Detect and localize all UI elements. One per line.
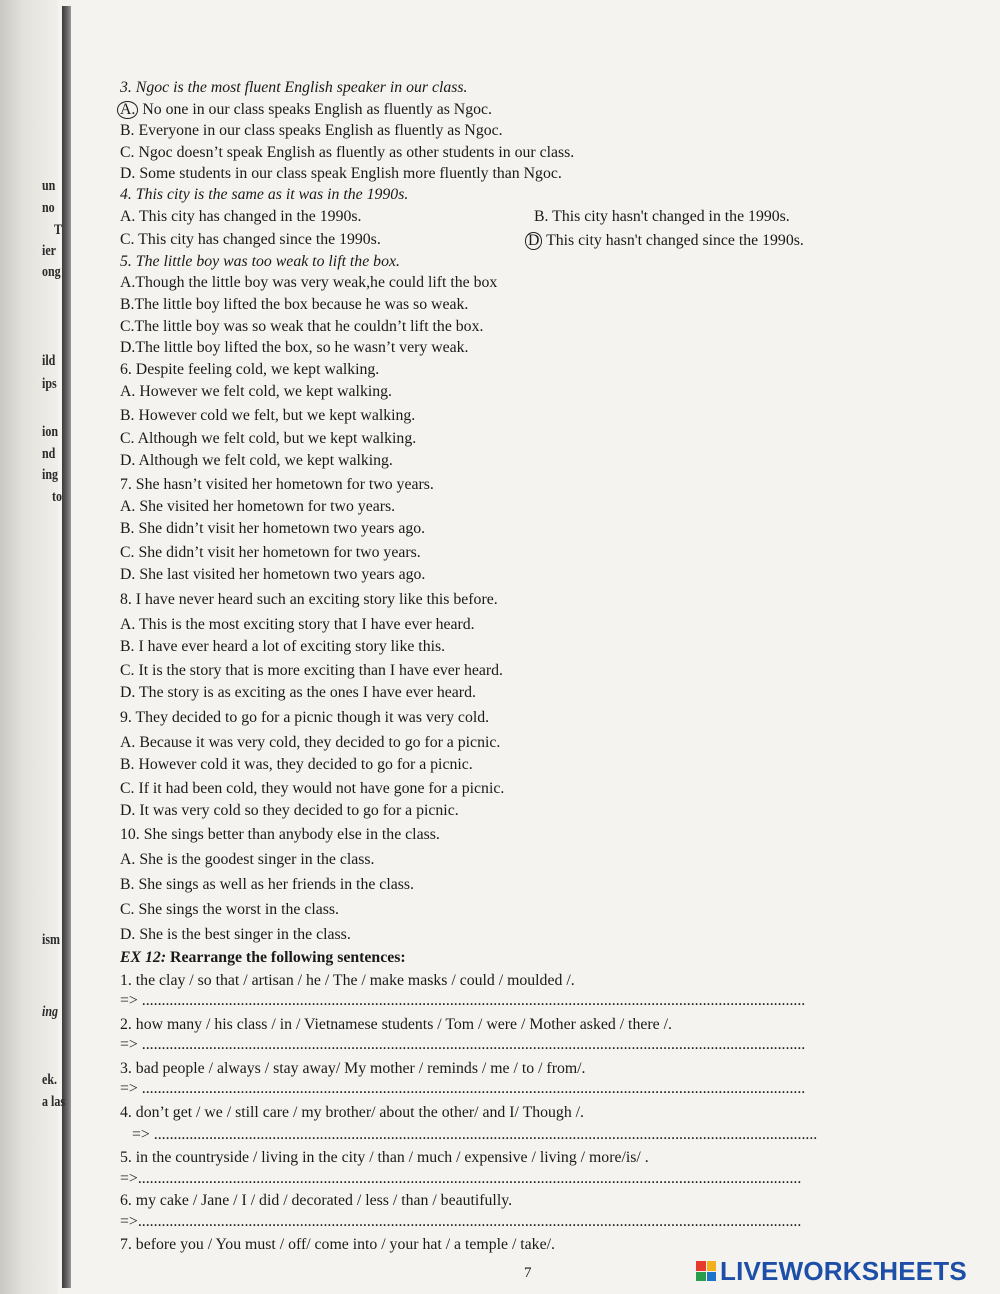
answer-line[interactable]: => ........................................................................................................................................................................ xyxy=(120,1081,806,1097)
answer-option[interactable]: C. It is the story that is more exciting than I have ever heard. xyxy=(120,662,503,679)
answer-option[interactable]: B. She sings as well as her friends in the class. xyxy=(120,876,414,893)
answer-line[interactable]: =>........................................................................................................................................................................ xyxy=(120,1171,802,1187)
answer-option[interactable]: C. Although we felt cold, but we kept walking. xyxy=(120,430,417,447)
margin-fragment: ek. xyxy=(42,1072,57,1088)
margin-fragment: ing xyxy=(42,467,59,483)
margin-fragment: nd xyxy=(42,446,56,462)
question-stem: 4. This city is the same as it was in the 1990s. xyxy=(120,186,409,203)
rearrange-prompt: 2. how many / his class / in / Vietnamese students / Tom / were / Mother asked / there /. xyxy=(120,1016,672,1033)
answer-option[interactable]: D. Although we felt cold, we kept walking. xyxy=(120,452,393,469)
answer-option[interactable]: C. Ngoc doesn’t speak English as fluently as other students in our class. xyxy=(120,144,575,161)
selected-answer-circle: A. xyxy=(117,101,138,119)
rearrange-prompt: 1. the clay / so that / artisan / he / The / make masks / could / moulded /. xyxy=(120,972,575,989)
rearrange-prompt: 6. my cake / Jane / I / did / decorated / less / than / beautifully. xyxy=(120,1192,513,1209)
margin-fragment: ism xyxy=(42,932,60,948)
answer-line[interactable]: => ........................................................................................................................................................................ xyxy=(120,993,806,1009)
margin-fragment: ong xyxy=(42,264,61,280)
margin-fragment: T xyxy=(54,222,63,238)
margin-fragment: ier xyxy=(42,243,56,259)
answer-option[interactable]: D. She last visited her hometown two years ago. xyxy=(120,566,426,583)
answer-option[interactable]: D. She is the best singer in the class. xyxy=(120,926,351,943)
rearrange-prompt: 4. don’t get / we / still care / my brother/ about the other/ and I/ Though /. xyxy=(120,1104,585,1121)
question-stem: 9. They decided to go for a picnic though it was very cold. xyxy=(120,709,490,726)
answer-line[interactable]: => ........................................................................................................................................................................ xyxy=(132,1127,818,1143)
question-stem: 3. Ngoc is the most fluent English speaker in our class. xyxy=(120,79,468,96)
answer-option[interactable]: A. However we felt cold, we kept walking. xyxy=(120,383,392,400)
answer-option[interactable]: D. The story is as exciting as the ones I have ever heard. xyxy=(120,684,476,701)
answer-option[interactable]: C.The little boy was so weak that he couldn’t lift the box. xyxy=(120,318,484,335)
page-number: 7 xyxy=(524,1265,532,1281)
answer-option[interactable]: D.The little boy lifted the box, so he wasn’t very weak. xyxy=(120,339,469,356)
question-stem: 10. She sings better than anybody else in the class. xyxy=(120,826,440,843)
liveworksheets-logo-icon xyxy=(696,1261,716,1281)
rearrange-prompt: 3. bad people / always / stay away/ My mother / reminds / me / to / from/. xyxy=(120,1060,586,1077)
answer-option[interactable]: B. Everyone in our class speaks English as fluently as Ngoc. xyxy=(120,122,503,139)
answer-option[interactable]: B. However cold we felt, but we kept walking. xyxy=(120,407,416,424)
margin-fragment: to xyxy=(52,489,62,505)
answer-option[interactable]: A. She is the goodest singer in the class. xyxy=(120,851,375,868)
margin-fragment: a las xyxy=(42,1094,66,1110)
liveworksheets-logo xyxy=(696,1256,967,1286)
answer-option[interactable]: C. She didn’t visit her hometown for two years. xyxy=(120,544,421,561)
answer-option[interactable]: A. This is the most exciting story that I have ever heard. xyxy=(120,616,475,633)
answer-option[interactable]: B. She didn’t visit her hometown two years ago. xyxy=(120,520,426,537)
answer-line[interactable]: =>........................................................................................................................................................................ xyxy=(120,1214,802,1230)
answer-option[interactable]: D This city hasn't changed since the 1990s. xyxy=(528,232,804,250)
margin-fragment: un xyxy=(42,178,56,194)
answer-option[interactable]: A. Because it was very cold, they decided to go for a picnic. xyxy=(120,734,501,751)
margin-fragment: ips xyxy=(42,376,57,392)
answer-option[interactable]: C. If it had been cold, they would not have gone for a picnic. xyxy=(120,780,505,797)
margin-fragment: ild xyxy=(42,353,56,369)
answer-option[interactable]: D. Some students in our class speak English more fluently than Ngoc. xyxy=(120,165,562,182)
answer-line[interactable]: => ........................................................................................................................................................................ xyxy=(120,1037,806,1053)
answer-option[interactable]: C. This city has changed since the 1990s. xyxy=(120,231,381,248)
answer-option[interactable]: A. She visited her hometown for two years. xyxy=(120,498,396,515)
answer-option[interactable]: B.The little boy lifted the box because he was so weak. xyxy=(120,296,469,313)
answer-option[interactable]: A.Though the little boy was very weak,he could lift the box xyxy=(120,274,498,291)
margin-fragment: ion xyxy=(42,424,59,440)
watermark-text: LIVEWORKSHEETS xyxy=(720,1255,967,1286)
margin-fragment: ing xyxy=(42,1004,59,1020)
margin-fragment: no xyxy=(42,200,55,216)
answer-option[interactable]: A. This city has changed in the 1990s. xyxy=(120,208,362,225)
question-stem: 8. I have never heard such an exciting story like this before. xyxy=(120,591,498,608)
answer-option[interactable]: D. It was very cold so they decided to go for a picnic. xyxy=(120,802,459,819)
answer-option[interactable]: B. This city hasn't changed in the 1990s. xyxy=(534,208,790,225)
selected-answer-circle: D xyxy=(525,232,542,250)
answer-option[interactable]: C. She sings the worst in the class. xyxy=(120,901,339,918)
rearrange-prompt: 5. in the countryside / living in the city / than / much / expensive / living / more/is/ . xyxy=(120,1149,649,1166)
answer-option[interactable]: A. No one in our class speaks English as fluently as Ngoc. xyxy=(120,101,492,119)
question-stem: 7. She hasn’t visited her hometown for two years. xyxy=(120,476,434,493)
question-stem: 5. The little boy was too weak to lift the box. xyxy=(120,253,400,270)
rearrange-prompt: 7. before you / You must / off/ come into / your hat / a temple / take/. xyxy=(120,1236,555,1253)
question-stem: 6. Despite feeling cold, we kept walking. xyxy=(120,361,380,378)
answer-option[interactable]: B. I have ever heard a lot of exciting story like this. xyxy=(120,638,446,655)
exercise-heading: EX 12: Rearrange the following sentences: xyxy=(120,949,406,966)
answer-option[interactable]: B. However cold it was, they decided to go for a picnic. xyxy=(120,756,473,773)
